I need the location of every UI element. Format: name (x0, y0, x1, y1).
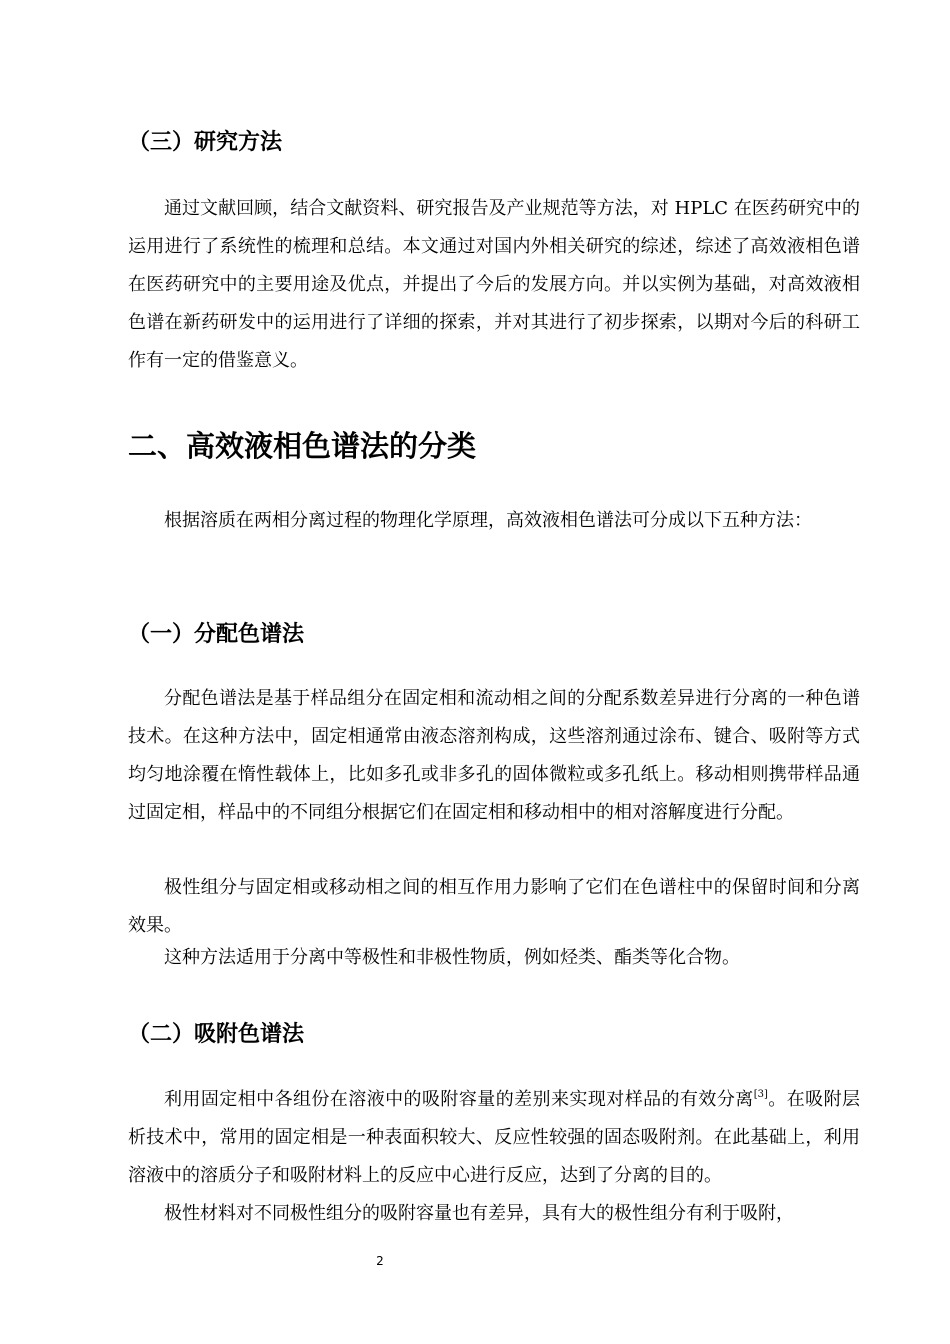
section-heading-adsorption-chromatography: （二）吸附色谱法 (128, 1022, 305, 1047)
partition-paragraph-1: 分配色谱法是基于样品组分在固定相和流动相之间的分配系数差异进行分离的一种色谱技术。在这种方法中，固定相通常由液态溶剂构成，这些溶剂通过涂布、键合、吸附等方式均匀地涂覆在惰性载体上，比如多孔或非多孔的固体微粒或多孔纸上。移动相则携带样品通过固定相，样品中的不同组分根据它们在固定相和移动相中的相对溶解度进行分配。 (128, 688, 860, 823)
page-number: 2 (376, 1254, 384, 1268)
chapter-heading-hplc-classification: 二、高效液相色谱法的分类 (128, 429, 477, 463)
adsorption-paragraph-2: 极性材料对不同极性组分的吸附容量也有差异，具有大的极性组分有利于吸附， (164, 1203, 794, 1224)
adsorption-paragraph-1 (128, 1081, 860, 1195)
adsorption-text-before-citation: 利用固定相中各组份在溶液中的吸附容量的差别来实现对样品的有效分离 (164, 1089, 754, 1110)
section-heading-research-methods: （三）研究方法 (128, 130, 283, 155)
section-heading-partition-chromatography: （一）分配色谱法 (128, 622, 305, 647)
classification-intro-paragraph: 根据溶质在两相分离过程的物理化学原理，高效液相色谱法可分成以下五种方法： (164, 510, 812, 531)
partition-paragraph-3: 这种方法适用于分离中等极性和非极性物质，例如烃类、酯类等化合物。 (164, 947, 740, 968)
adsorption-text-after-citation: 。在吸附层析技术中，常用的固定相是一种表面积较大、反应性较强的固态吸附剂。在此基础上，利用溶液中的溶质分子和吸附材料上的反应中心进行反应，达到了分离的目的。 (128, 1089, 860, 1186)
citation-reference[interactable]: [3] (753, 1089, 768, 1100)
partition-paragraph-2: 极性组分与固定相或移动相之间的相互作用力影响了它们在色谱柱中的保留时间和分离效果。 (128, 877, 860, 936)
research-methods-paragraph: 通过文献回顾，结合文献资料、研究报告及产业规范等方法，对 HPLC 在医药研究中的运用进行了系统性的梳理和总结。本文通过对国内外相关研究的综述，综述了高效液相色谱在医药研究中的主要用途及优点，并提出了今后的发展方向。并以实例为基础，对高效液相色谱在新药研发中的运用进行了详细的探索，并对其进行了初步探索，以期对今后的科研工作有一定的借鉴意义。 (128, 198, 860, 371)
